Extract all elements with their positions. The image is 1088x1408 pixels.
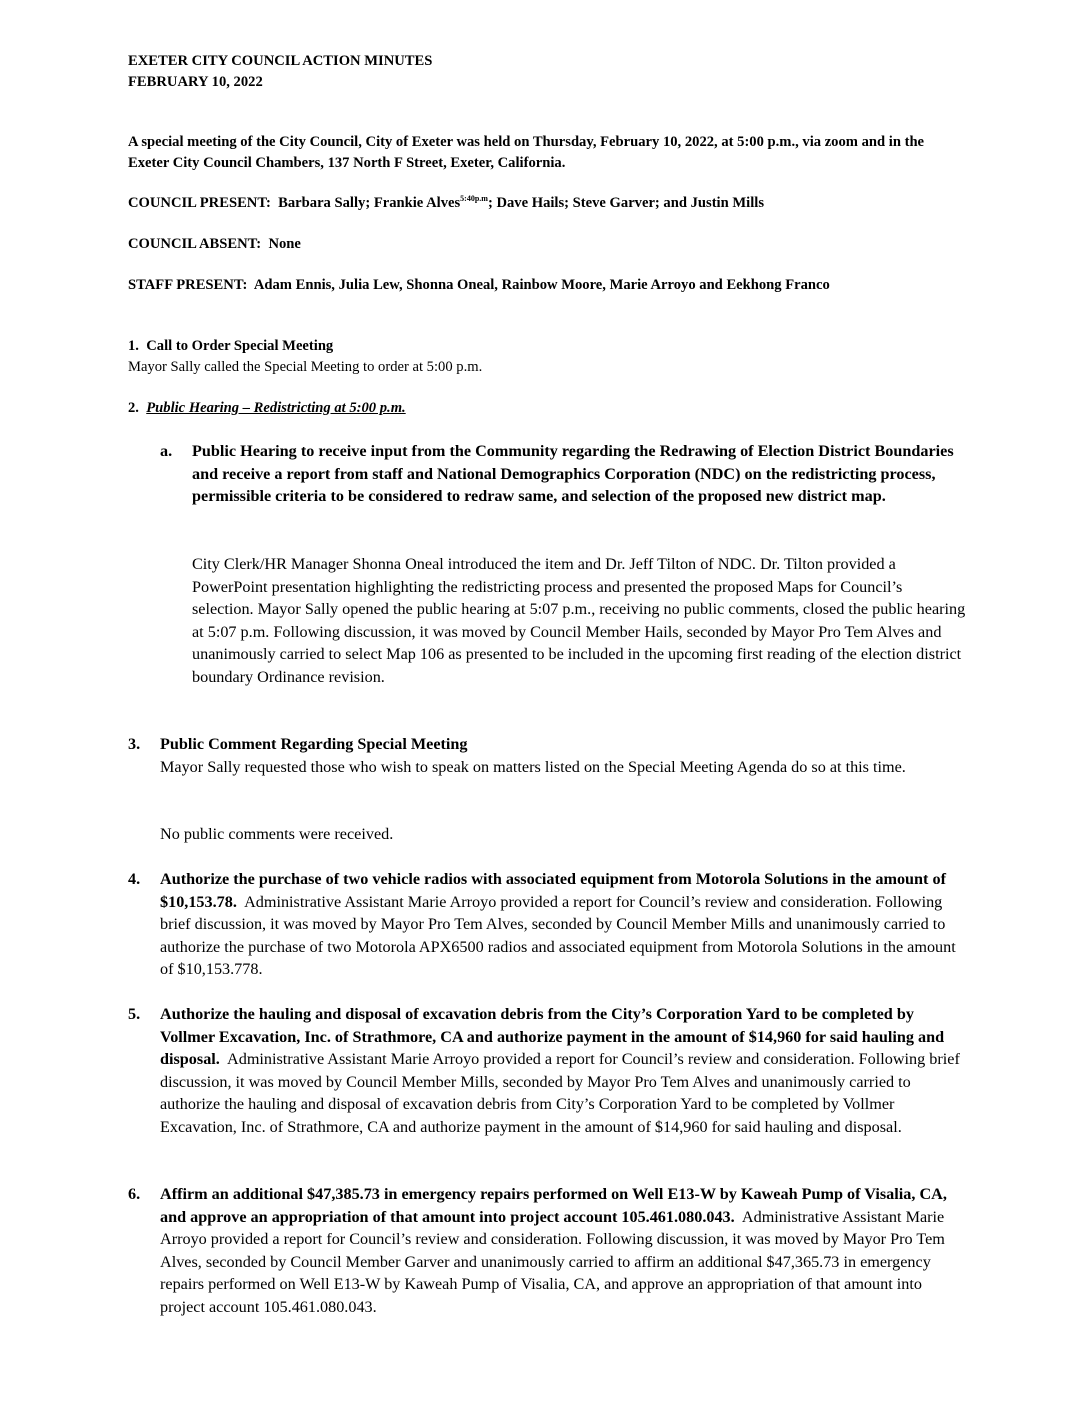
sub-item-2a-text: City Clerk/HR Manager Shonna Oneal introduced the item and Dr. Jeff Tilton of NDC. Dr. Tilton provided a PowerPoint presentation highlighting the redistricting process and presented the proposed Maps for Council’s selection. Mayor Sally opened the public hearing at 5:07 p.m., receiving no public comments, closed the public hearing at 5:07 p.m. Following discussion, it was moved by Council Member Hails, seconded by Mayor Pro Tem Alves and unanimously carried to select Map 106 as presented to be included in the upcoming first reading of the election district boundary Ordinance revision. — [192, 555, 966, 686]
staff-present-label: STAFF PRESENT: — [128, 277, 248, 293]
item-number: 2. — [128, 400, 139, 416]
document-header — [128, 51, 964, 92]
agenda-item-5 — [128, 1003, 966, 1138]
sub-item-title: Public Hearing to receive input from the Community regarding the Redrawing of Election District Boundaries and receive a report from staff and National Demographics Corporation (NDC) on the redistricting process, permissible criteria to be considered to redraw same, and selection of the proposed new district map. — [192, 442, 954, 505]
item-text: Mayor Sally requested those who wish to speak on matters listed on the Special Meeting Agenda do so at this time. — [160, 757, 906, 776]
item-title: Public Hearing – Redistricting at 5:00 p.m. — [146, 400, 406, 416]
item-number: 4. — [128, 870, 141, 888]
staff-present — [128, 275, 964, 296]
council-present-label: COUNCIL PRESENT: — [128, 195, 271, 211]
council-absent-label: COUNCIL ABSENT: — [128, 236, 262, 252]
agenda-item-1 — [128, 336, 964, 377]
agenda-item-3 — [128, 733, 966, 778]
item-number: 1. — [128, 338, 139, 354]
staff-present-value: Adam Ennis, Julia Lew, Shonna Oneal, Rainbow Moore, Marie Arroyo and Eekhong Franco — [253, 277, 830, 293]
item-title: Call to Order Special Meeting — [146, 338, 334, 354]
item-text: Mayor Sally called the Special Meeting to order at 5:00 p.m. — [128, 358, 483, 375]
intro-paragraph: A special meeting of the City Council, City of Exeter was held on Thursday, February 10, 2022, at 5:00 p.m., via zoom and in the Exeter City Council Chambers, 137 North F Street, Exeter, California. — [128, 134, 925, 171]
agenda-item-2a — [160, 440, 966, 508]
agenda-item-2 — [128, 398, 964, 419]
council-absent — [128, 234, 964, 255]
header-title: EXETER CITY COUNCIL ACTION MINUTES — [128, 53, 433, 69]
item-text: Administrative Assistant Marie Arroyo provided a report for Council’s review and consideration. Following brief discussion, it was moved by Council Member Mills, seconded by Mayor Pro Tem Alves and unanimously carried to authorize the hauling and disposal of excavation debris from City’s Corporation Yard to be completed by Vollmer Excavation, Inc. of Strathmore, CA and authorize payment in the amount of $14,960 for said hauling and disposal. — [160, 1050, 960, 1136]
item-text: Administrative Assistant Marie Arroyo provided a report for Council’s review and consideration. Following discussion, it was moved by Mayor Pro Tem Alves, seconded by Council Member Garver and unanimously carried to affirm an additional $47,365.73 in emergency repairs performed on Well E13-W by Kaweah Pump of Visalia, CA, and approve an appropriation of that amount into project account 105.461.080.043. — [160, 1207, 945, 1316]
arrival-time-note: 5:40p.m — [460, 194, 488, 204]
council-present-names-rest: ; Dave Hails; Steve Garver; and Justin Mills — [487, 195, 764, 211]
item-3-note: No public comments were received. — [160, 825, 394, 843]
header-date: FEBRUARY 10, 2022 — [128, 73, 263, 90]
item-text: Administrative Assistant Marie Arroyo provided a report for Council’s review and consideration. Following brief discussion, it was moved by Mayor Pro Tem Alves, seconded by Council Member Mills and unanimously carried to authorize the purchase of two Motorola APX6500 radios and associated equipment from Motorola Solutions in the amount of $10,153.778. — [160, 892, 956, 978]
council-present — [128, 193, 964, 214]
item-number: 5. — [128, 1005, 141, 1023]
item-title: Public Comment Regarding Special Meeting — [160, 735, 468, 753]
item-number: 3. — [128, 735, 141, 753]
item-title: Authorize the hauling and disposal of excavation debris from the City’s Corporation Yard to be completed by Vollmer Excavation, Inc. of Strathmore, CA and authorize payment in the amount of $14,960 for said hauling and disposal. — [160, 1005, 945, 1068]
council-present-names: Barbara Sally; Frankie Alves — [278, 195, 461, 211]
agenda-item-6 — [128, 1183, 966, 1318]
item-number: 6. — [128, 1185, 141, 1203]
agenda-item-4 — [128, 868, 966, 981]
council-absent-value: None — [268, 236, 301, 252]
item-title: Affirm an additional $47,385.73 in emergency repairs performed on Well E13-W by Kaweah Pump of Visalia, CA, and approve an appropriation of that amount into project account 105.461.080.043. — [160, 1185, 947, 1226]
item-title: Authorize the purchase of two vehicle radios with associated equipment from Motorola Solutions in the amount of $10,153.78. — [160, 870, 946, 911]
sub-item-letter: a. — [160, 442, 173, 460]
